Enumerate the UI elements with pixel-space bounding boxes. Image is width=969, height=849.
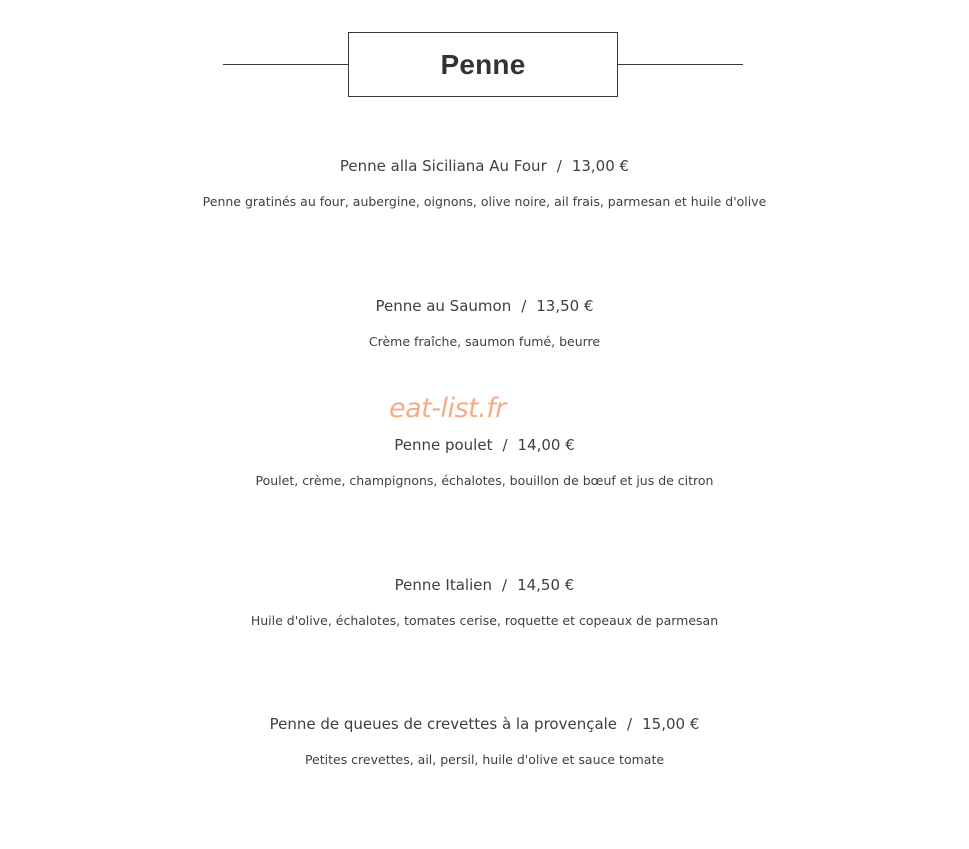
menu-item-description: Penne gratinés au four, aubergine, oignons, olive noire, ail frais, parmesan et huile d'olive bbox=[202, 194, 767, 209]
header-divider-left bbox=[223, 64, 348, 65]
menu-item-title bbox=[0, 156, 969, 176]
menu-item bbox=[0, 156, 969, 211]
menu-item-price: 14,00 € bbox=[517, 436, 575, 454]
menu-item-description: Crème fraîche, saumon fumé, beurre bbox=[368, 334, 601, 349]
menu-item-name: Penne poulet bbox=[394, 436, 493, 454]
price-separator: / bbox=[502, 436, 508, 454]
price-separator: / bbox=[502, 576, 508, 594]
price-separator: / bbox=[521, 297, 527, 315]
menu-item-price: 13,50 € bbox=[536, 297, 594, 315]
menu-item bbox=[0, 714, 969, 769]
menu-item-price: 15,00 € bbox=[642, 715, 700, 733]
watermark-text: eat-list.fr bbox=[389, 393, 506, 424]
menu-item-price: 14,50 € bbox=[517, 576, 575, 594]
menu-item-name: Penne de queues de crevettes à la provençale bbox=[269, 715, 618, 733]
section-title: Penne bbox=[440, 48, 526, 80]
menu-item bbox=[0, 575, 969, 630]
price-separator: / bbox=[556, 157, 562, 175]
menu-item-title bbox=[0, 714, 969, 734]
menu-item-title bbox=[0, 435, 969, 455]
header-divider-right bbox=[618, 64, 743, 65]
menu-item bbox=[0, 435, 969, 490]
menu-item-price: 13,00 € bbox=[571, 157, 630, 175]
section-header bbox=[348, 32, 618, 97]
menu-item-description: Petites crevettes, ail, persil, huile d'olive et sauce tomate bbox=[304, 752, 665, 767]
menu-item-name: Penne alla Siciliana Au Four bbox=[339, 157, 547, 175]
menu-item-name: Penne au Saumon bbox=[375, 297, 512, 315]
menu-item bbox=[0, 296, 969, 351]
price-separator: / bbox=[627, 715, 633, 733]
menu-item-name: Penne Italien bbox=[394, 576, 492, 594]
menu-item-title bbox=[0, 296, 969, 316]
menu-item-description: Huile d'olive, échalotes, tomates cerise, roquette et copeaux de parmesan bbox=[250, 613, 719, 628]
menu-item-title bbox=[0, 575, 969, 595]
menu-item-description: Poulet, crème, champignons, échalotes, bouillon de bœuf et jus de citron bbox=[255, 473, 714, 488]
